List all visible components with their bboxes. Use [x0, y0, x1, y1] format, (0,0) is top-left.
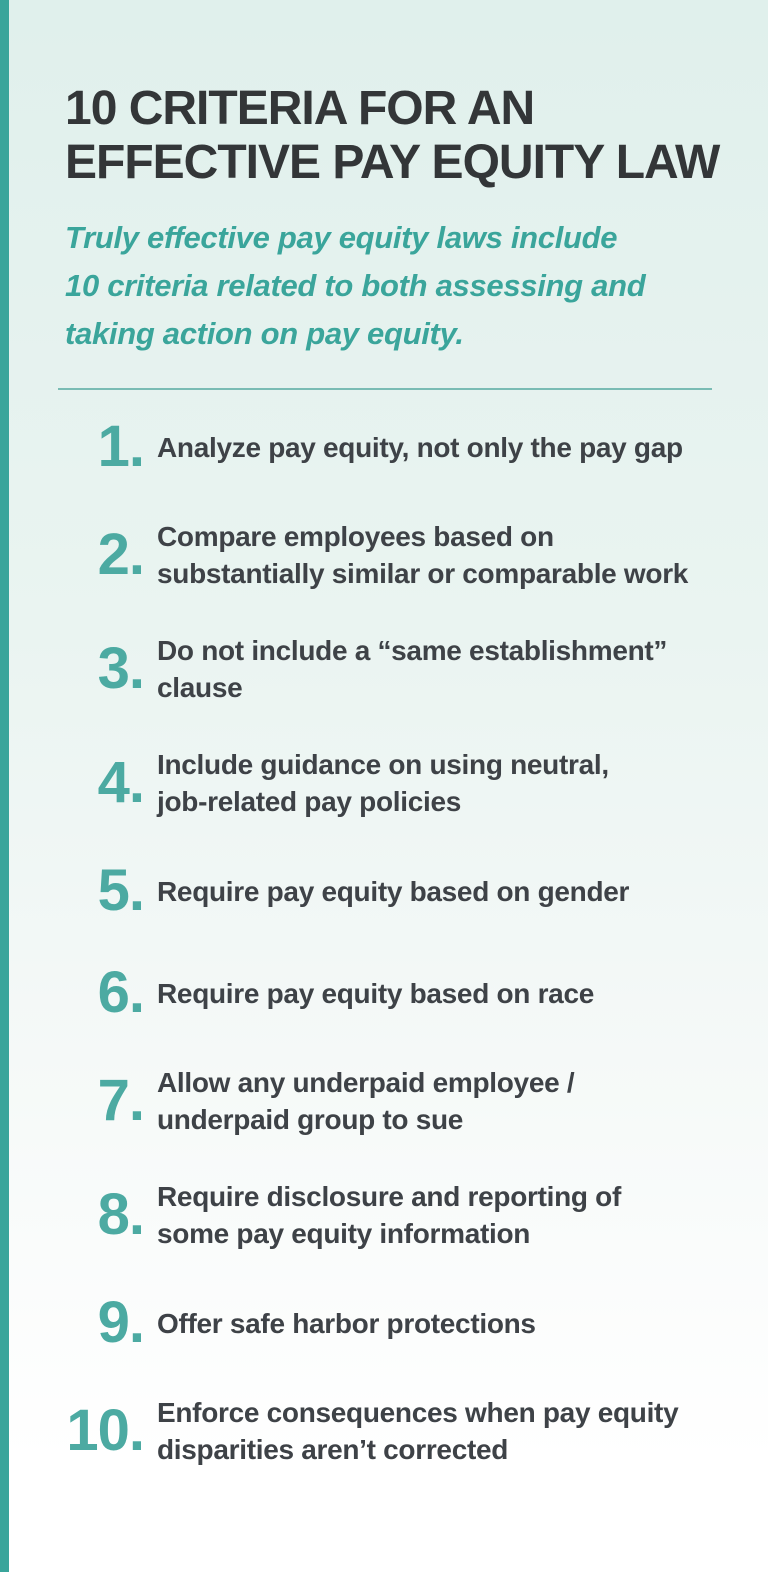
list-item	[58, 416, 712, 478]
item-number: 5.	[97, 858, 144, 923]
item-text-line: job-related pay policies	[157, 786, 461, 817]
item-text-line: Do not include a “same establishment”	[157, 635, 668, 666]
page-subtitle	[58, 214, 712, 358]
item-number: 3.	[97, 636, 144, 701]
item-text	[157, 746, 609, 820]
item-text-line: Require pay equity based on gender	[157, 875, 630, 907]
list-item	[58, 1292, 712, 1354]
item-text-line: Offer safe harbor protections	[157, 1307, 536, 1339]
item-number: 4.	[97, 750, 144, 815]
item-text-line: Include guidance on using neutral,	[157, 749, 609, 780]
item-text-line: underpaid group to sue	[157, 1104, 464, 1135]
item-number: 7.	[97, 1068, 144, 1133]
item-number: 10.	[66, 1398, 144, 1463]
item-number: 8.	[97, 1182, 144, 1247]
page-title-line-2: EFFECTIVE PAY EQUITY LAW	[65, 136, 720, 189]
page-subtitle-line-3: taking action on pay equity.	[65, 316, 464, 351]
item-text	[157, 632, 667, 706]
divider-rule	[58, 388, 712, 390]
item-text-line: clause	[157, 672, 243, 703]
page-title	[58, 82, 720, 190]
item-number: 2.	[97, 522, 144, 587]
item-text	[157, 429, 683, 466]
item-text-line: disparities aren’t corrected	[157, 1434, 509, 1465]
list-item	[58, 1394, 712, 1468]
item-text-line: some pay equity information	[157, 1218, 531, 1249]
item-text-line: Compare employees based on	[157, 521, 554, 552]
list-item	[58, 518, 712, 592]
item-text-line: Analyze pay equity, not only the pay gap	[157, 431, 683, 463]
item-number: 6.	[97, 960, 144, 1025]
item-text-line: substantially similar or comparable work	[157, 558, 689, 589]
item-text-line: Require pay equity based on race	[157, 977, 594, 1009]
item-text	[157, 518, 688, 592]
criteria-list	[58, 416, 712, 1468]
item-text-line: Require disclosure and reporting of	[157, 1181, 622, 1212]
page-title-line-1: 10 CRITERIA FOR AN	[65, 82, 535, 135]
list-item	[58, 746, 712, 820]
item-text	[157, 1394, 678, 1468]
item-number: 1.	[97, 414, 144, 479]
page-subtitle-line-2: 10 criteria related to both assessing and	[65, 268, 646, 303]
item-text	[157, 1178, 621, 1252]
list-item	[58, 632, 712, 706]
item-text-line: Allow any underpaid employee /	[157, 1067, 575, 1098]
list-item	[58, 962, 712, 1024]
item-text	[157, 975, 594, 1012]
item-text	[157, 873, 629, 910]
list-item	[58, 1064, 712, 1138]
item-text	[157, 1064, 574, 1138]
page-subtitle-line-1: Truly effective pay equity laws include	[65, 220, 618, 255]
item-number: 9.	[97, 1290, 144, 1355]
item-text-line: Enforce consequences when pay equity	[157, 1397, 679, 1428]
item-text	[157, 1305, 536, 1342]
list-item	[58, 860, 712, 922]
list-item	[58, 1178, 712, 1252]
